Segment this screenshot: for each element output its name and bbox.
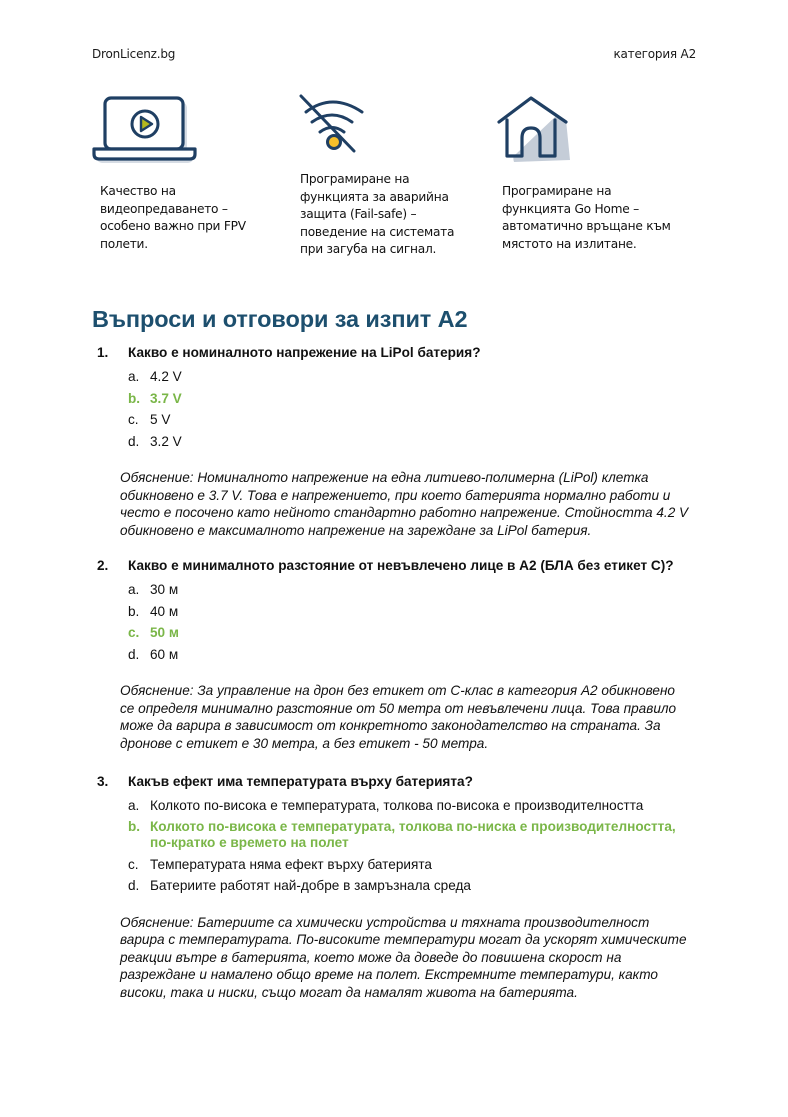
explanation: Обяснение: Батериите са химически устройства и тяхната производителност варира с температурата. По-високите температури могат да ускорят химическите реакции вътре в батерията, което може да доведе до повишена скорост на разреждане и намалено общо време на полет. Екстремните температури, както високи, така и ниски, също могат да намалят живота на батерията. bbox=[120, 914, 687, 1000]
question-number: 3. bbox=[97, 774, 109, 789]
answer-option: b. 40 м bbox=[128, 603, 179, 619]
feature-text: Качество на видеопредаването – особено важно при FPV полети. bbox=[100, 184, 246, 251]
answer-option: c. 5 V bbox=[128, 412, 171, 427]
page-header bbox=[92, 47, 696, 65]
feature-text: Програмиране на функцията за аварийна защита (Fail-safe) – поведение на системата при загуба на сигнал. bbox=[300, 172, 455, 256]
question-number: 1. bbox=[97, 345, 109, 360]
section-title: Въпроси и отговори за изпит A2 bbox=[92, 306, 468, 332]
feature-text: Програмиране на функцията Go Home – автоматично връщане към мястото на излитане. bbox=[502, 184, 671, 251]
answer-option: d. Батериите работят най-добре в замръзнала среда bbox=[128, 878, 471, 893]
question-text: 1. Какво е номиналното напрежение на LiPol батерия? bbox=[97, 345, 481, 360]
question-block bbox=[92, 557, 732, 752]
laptop-play-icon bbox=[92, 90, 202, 170]
answer-options bbox=[92, 366, 732, 452]
answer-option: d. 3.2 V bbox=[128, 433, 182, 449]
question-text: 3. Какъв ефект има температурата върху батерията? bbox=[97, 774, 473, 789]
question-text: 2. Какво е минималното разстояние от невъвлечено лице в A2 (БЛА без етикет C)? bbox=[97, 558, 674, 573]
question-block bbox=[92, 773, 732, 1001]
home-icon bbox=[494, 90, 604, 170]
answer-option: d. 60 м bbox=[128, 646, 179, 662]
answer-options bbox=[92, 579, 732, 665]
answer-option: c. Температурата няма ефект върху батерията bbox=[128, 856, 432, 872]
category-label: категория A2 bbox=[613, 47, 696, 61]
answer-option: a. 4.2 V bbox=[128, 369, 182, 384]
answer-option: a. 30 м bbox=[128, 582, 179, 597]
answer-option-correct: b. 3.7 V bbox=[128, 390, 182, 406]
answer-option: a. Колкото по-висока е температурата, толкова по-висока е производителността bbox=[128, 798, 644, 813]
question-block bbox=[92, 344, 732, 539]
answer-option-correct: c. 50 м bbox=[128, 625, 179, 640]
answer-option-correct: b. Колкото по-висока е температурата, толкова по-ниска е производителността, по-кратко е времето на полет bbox=[128, 818, 676, 850]
question-number: 2. bbox=[97, 558, 109, 573]
answer-options bbox=[92, 795, 732, 897]
site-brand: DronLicenz.bg bbox=[92, 47, 176, 61]
explanation: Обяснение: За управление на дрон без етикет от C-клас в категория A2 обикновено се определя минимално разстояние от 50 метра от невъвлечени лица. Това правило може да варира в зависимост от конкретното законодателство на страната. За дронове с етикет е 30 метра, а без етикет - 50 метра. bbox=[120, 683, 677, 751]
no-signal-icon bbox=[292, 90, 402, 170]
features-row bbox=[92, 90, 712, 270]
explanation: Обяснение: Номиналното напрежение на една литиево-полимерна (LiPol) клетка обикновено е 3.7 V. Това е напрежението, при което батерията нормално работи и често е посочено като нейното стандартно работно напрежение. Стойността 4.2 V обикновено е максималното напрежение на зареждане за LiPol батерия. bbox=[120, 470, 689, 538]
